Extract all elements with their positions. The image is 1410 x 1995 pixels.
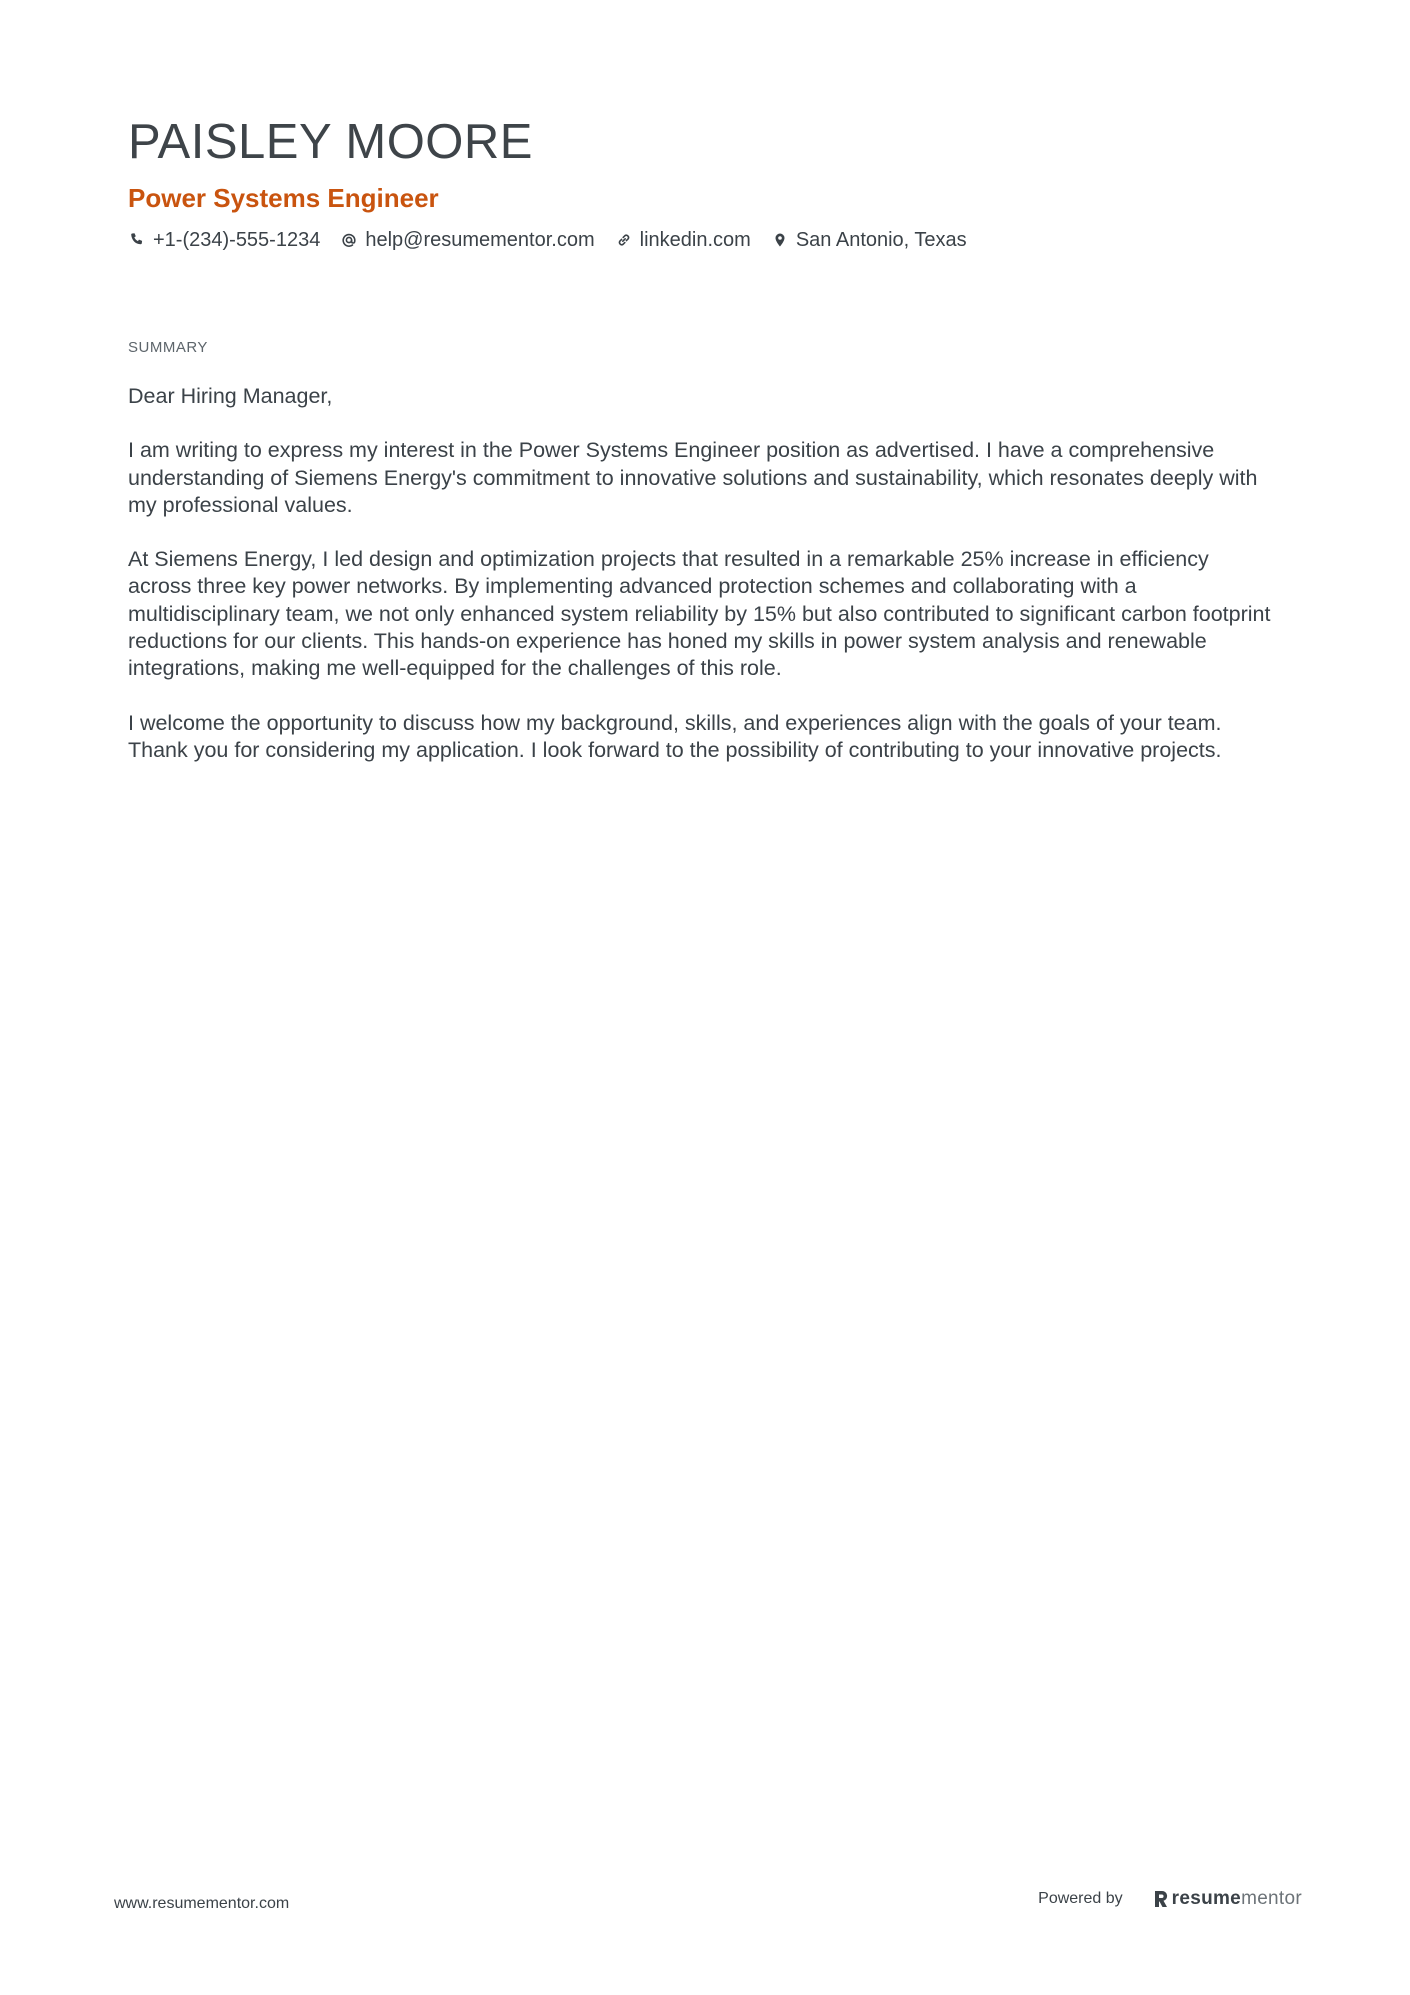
letter-paragraph-2: At Siemens Energy, I led design and optimization projects that resulted in a remarkable 25% increase in efficiency across three key power networks. By implementing advanced protection schemes and collaborating with a multidisciplinary team, we not only enhanced system reliability by 15% but also contributed to significant carbon footprint reductions for our clients. This hands-on experience has honed my skills in power system analysis and renewable integrations, making me well-equipped for the challenges of this role. [128,547,1271,681]
job-title: Power Systems Engineer [128,183,439,213]
contact-phone [128,226,320,254]
candidate-name: PAISLEY MOORE [128,115,533,169]
summary-heading: SUMMARY [128,339,208,356]
contact-email[interactable] [340,226,594,254]
contact-linkedin[interactable] [615,226,751,254]
contact-location-text: San Antonio, Texas [795,229,967,251]
powered-by-label: Powered by [1038,1890,1123,1907]
contact-location [771,226,967,254]
footer-website-link[interactable]: www.resumementor.com [114,1895,290,1912]
contact-linkedin-text[interactable]: linkedin.com [639,229,751,251]
footer-powered-by [1038,1888,1302,1910]
brand-text-bold: resume [1171,1888,1242,1909]
link-icon [615,231,633,249]
letter-paragraph-1: I am writing to express my interest in the Power Systems Engineer position as advertised. I have a comprehensive understanding of Siemens Energy's commitment to innovative solutions and sustainability, which resonates deeply with my professional values. [128,438,1258,517]
resumementor-logo[interactable] [1153,1888,1302,1910]
letter-paragraph-3: I welcome the opportunity to discuss how my background, skills, and experiences align with the goals of your team. Thank you for considering my application. I look forward to the possibility of contributing to your innovative projects. [128,710,1222,762]
resumementor-logo-icon [1153,1889,1169,1909]
brand-text-light: mentor [1241,1888,1302,1909]
contact-bar [128,226,987,254]
contact-email-text[interactable]: help@resumementor.com [365,229,595,251]
letter-body [128,383,1278,791]
letter-greeting: Dear Hiring Manager, [128,384,333,408]
contact-phone-text: +1-(234)-555-1234 [153,229,321,251]
location-pin-icon [771,231,789,249]
at-icon [340,231,358,249]
phone-icon [128,231,146,249]
